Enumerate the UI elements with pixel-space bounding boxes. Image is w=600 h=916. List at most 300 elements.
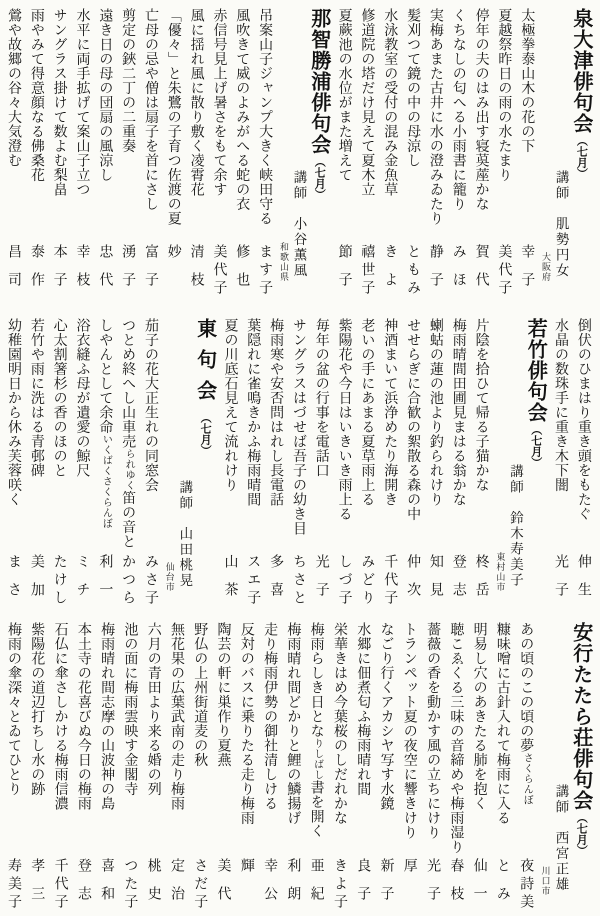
- author-name: 節子: [336, 244, 353, 300]
- author-name-box: [497, 244, 511, 300]
- section-title-column: [307, 8, 333, 300]
- lecturer-name: 山田桃晃: [176, 526, 193, 588]
- haiku-text: [77, 622, 91, 811]
- haiku-column: [3, 622, 25, 914]
- author-name-box: [170, 858, 184, 914]
- haiku-column: [402, 8, 424, 300]
- author-name-box: [212, 244, 226, 300]
- haiku-text: [258, 8, 272, 226]
- author-name-box: [406, 244, 420, 300]
- haiku-text-segment: 反対のバスに乗りたる走り梅雨: [238, 622, 255, 825]
- author-name-box: [429, 554, 443, 610]
- author-name-box: [292, 554, 306, 610]
- author-name-box: [98, 244, 112, 300]
- lecturer-column: [551, 8, 569, 300]
- haiku-text-segment: 本土寺の花喜びぬ今日の梅雨: [75, 622, 92, 811]
- haiku-text: [100, 622, 114, 811]
- author-name-box: [98, 554, 112, 610]
- haiku-column: [163, 8, 185, 300]
- author-name-box: [240, 858, 254, 914]
- author-name: 光子: [553, 554, 570, 610]
- author-name-box: [30, 244, 44, 300]
- author-name-box: [167, 244, 181, 300]
- author-name-box: [473, 858, 487, 914]
- haiku-text-segment: 太極拳泰山木の花の下: [519, 8, 536, 153]
- band-3: [3, 622, 595, 914]
- haiku-text: [30, 318, 44, 478]
- author-name: 夜詩美: [518, 858, 535, 912]
- haiku-text-segment: 遠き日の母の団扇の風涼し: [97, 8, 114, 182]
- author-name: 寿美子: [6, 858, 22, 912]
- haiku-column: [422, 622, 444, 914]
- haiku-text: [519, 622, 533, 805]
- haiku-column: [94, 8, 116, 300]
- author-name-box: [223, 554, 237, 610]
- location-column: [277, 8, 288, 300]
- author-name-box: [75, 244, 89, 300]
- section-title: 東句会: [193, 318, 218, 411]
- haiku-text: [212, 8, 226, 197]
- haiku-column: [399, 622, 421, 914]
- lecturer-column: [551, 622, 569, 914]
- lecturer-role: 講師: [176, 479, 193, 511]
- haiku-column: [140, 8, 162, 300]
- author-name: 知見: [427, 554, 444, 610]
- author-name-box: [53, 554, 67, 610]
- haiku-text: [403, 622, 417, 840]
- lecturer-role: 講師: [552, 783, 569, 815]
- haiku-column: [189, 622, 211, 914]
- author-name-box: [429, 244, 443, 300]
- haiku-text-segment: 赤信号見上げ暑さをもて余す: [211, 8, 228, 197]
- haiku-text-segment: 風に揺れ風に散り敷く凌霄花: [188, 8, 205, 197]
- haiku-text-segment: 聴こゑくる三味の音締めや梅雨湿り: [448, 622, 465, 854]
- haiku-text: [577, 318, 591, 521]
- haiku-column: [119, 622, 141, 914]
- haiku-text-segment: 六月の青田より来る婚の列: [145, 622, 162, 796]
- author-name: 富子: [142, 244, 159, 300]
- haiku-column: [329, 622, 351, 914]
- haiku-text-segment: 書を開く: [308, 780, 325, 838]
- haiku-column: [231, 8, 253, 300]
- haiku-text-segment: 梅雨晴間田圃見まはる翁かな: [450, 318, 467, 507]
- lecturer-line: [507, 464, 521, 588]
- haiku-text-segment: なごり行くアカシヤ写す水鏡: [378, 622, 395, 811]
- author-name: 仲次: [405, 554, 422, 610]
- haiku-column: [186, 8, 208, 300]
- haiku-text-segment: 茄子の花大正生れの同窓会: [142, 318, 159, 492]
- haiku-column: [166, 622, 188, 914]
- section-header: [289, 8, 333, 300]
- author-name-box: [30, 858, 44, 914]
- haiku-column: [242, 318, 264, 610]
- haiku-text: [554, 318, 568, 492]
- author-name: 千代子: [52, 858, 69, 912]
- haiku-text: [473, 622, 487, 811]
- haiku-text-segment: 走り梅雨伊勢の御社清しける: [262, 622, 279, 811]
- haiku-text: [520, 8, 534, 153]
- haiku-text-segment: 陶芸の軒に巣作り夏燕: [215, 622, 232, 767]
- haiku-column: [471, 318, 493, 610]
- section-header: [551, 8, 595, 300]
- haiku-text-segment: せせらぎに合歓の絮散る森の中: [405, 318, 422, 521]
- haiku-text: [383, 318, 397, 507]
- author-name: ミチ: [74, 554, 91, 610]
- haiku-column: [402, 318, 424, 610]
- haiku-text-segment: 池の面に梅雨雲映す金閣寺: [122, 622, 139, 796]
- haiku-column: [379, 8, 401, 300]
- haiku-column: [356, 318, 378, 610]
- haiku-column: [254, 8, 276, 300]
- author-name-box: [123, 858, 137, 914]
- author-name: 本子: [51, 244, 68, 300]
- haiku-text: [269, 318, 283, 507]
- haiku-text-segment: 夏蕨池の水位がまた増えて: [336, 8, 353, 182]
- haiku-column: [573, 318, 595, 610]
- author-name: ます子: [257, 244, 274, 298]
- lecturer-line: [177, 480, 191, 589]
- haiku-column: [515, 622, 537, 914]
- author-name: みさ子: [142, 554, 159, 608]
- author-name: 登志: [75, 858, 92, 914]
- author-name-box: [77, 858, 91, 914]
- haiku-text: [167, 8, 181, 226]
- haiku-text-segment: 紫陽花の道辺打ちし水の跡: [29, 622, 46, 796]
- haiku-text-segment: 修道院の塔だけ見えて夏木立: [359, 8, 376, 197]
- lecturer-role: 講師: [506, 464, 523, 495]
- haiku-text: [406, 8, 420, 168]
- haiku-column: [334, 8, 356, 300]
- author-name: 泰作: [28, 244, 45, 300]
- haiku-column: [117, 318, 139, 610]
- haiku-text: [380, 622, 394, 811]
- author-name: 利一: [97, 554, 114, 610]
- author-name-box: [475, 244, 489, 300]
- author-name: つた子: [122, 858, 139, 912]
- lecturer-gap: [553, 201, 567, 217]
- haiku-text: [315, 318, 329, 478]
- haiku-column: [73, 622, 95, 914]
- haiku-text-segment: 「優々」と朱鷺の子育つ佐渡の夏: [165, 8, 182, 226]
- haiku-text: [7, 318, 21, 507]
- haiku-text-segment: 糠味噌に古針入れて梅雨に入る: [494, 622, 511, 825]
- haiku-text-segment: 笛の音と: [120, 490, 137, 549]
- haiku-text: [356, 622, 370, 796]
- band-1: [3, 8, 595, 300]
- author-name: 湧子: [120, 244, 137, 300]
- haiku-column: [282, 622, 304, 914]
- haiku-column: [352, 622, 374, 914]
- author-name: 登志: [450, 554, 467, 610]
- haiku-text-segment: 雨やみて得意顔なる佛桑花: [28, 8, 45, 182]
- haiku-text: [452, 318, 466, 507]
- haiku-text: [53, 318, 67, 478]
- section-month: （七月）: [575, 135, 589, 179]
- author-name-box: [333, 858, 347, 914]
- haiku-column: [516, 8, 538, 300]
- author-name: 良子: [355, 858, 372, 914]
- author-name-box: [121, 554, 135, 610]
- author-name: 多喜: [268, 554, 285, 610]
- haiku-column: [334, 318, 356, 610]
- author-name-box: [426, 858, 440, 914]
- section-header: [551, 622, 595, 914]
- author-name: 光子: [313, 554, 330, 610]
- lecturer-name: 西宮正雄: [552, 830, 569, 892]
- haiku-text-segment: 明易し穴のあきたる肺を抱く: [471, 622, 488, 811]
- author-name-box: [519, 858, 533, 914]
- haiku-text-segment: 水晶の数珠手に重き木下闇: [553, 318, 570, 492]
- haiku-text-segment: サングラス掛けて数よむ梨畠: [51, 8, 68, 197]
- author-name: とみ: [494, 858, 511, 914]
- author-name: 美加: [28, 554, 45, 610]
- section-header: [505, 318, 549, 610]
- author-name: 厚: [401, 858, 418, 872]
- haiku-column: [550, 318, 572, 610]
- haiku-text: [338, 8, 352, 182]
- haiku-text-small-segment: りしばし: [311, 738, 323, 780]
- haiku-text: [360, 318, 374, 507]
- haiku-text: [429, 8, 443, 226]
- haiku-text: [217, 622, 231, 767]
- haiku-column: [213, 622, 235, 914]
- author-name-box: [356, 858, 370, 914]
- haiku-text: [75, 318, 89, 478]
- haiku-text-segment: 心太割箸杉の香のほのと: [51, 318, 68, 478]
- author-name: 幸公: [262, 858, 279, 914]
- haiku-column: [50, 622, 72, 914]
- haiku-column: [208, 8, 230, 300]
- haiku-text-segment: 水泳教室の受付の混み金魚草: [382, 8, 399, 197]
- author-name-box: [53, 244, 67, 300]
- author-name-box: [7, 858, 21, 914]
- author-name-box: [383, 554, 397, 610]
- author-name: 桃史: [145, 858, 162, 914]
- section-title: 泉大津俳句会: [569, 8, 594, 134]
- haiku-text-segment: 倒伏のひまはり重き頭をもたぐ: [575, 318, 592, 521]
- author-name-box: [246, 554, 260, 610]
- haiku-column: [448, 8, 470, 300]
- section-title-column: [523, 318, 549, 610]
- location-label: 川口市: [539, 866, 550, 896]
- author-name: 賀代: [473, 244, 490, 300]
- author-name-box: [496, 858, 510, 914]
- haiku-column: [3, 318, 25, 610]
- author-name: 亜紀: [308, 858, 325, 914]
- haiku-text-segment: 蝲蛄の蓮の池より釣られけり: [427, 318, 444, 507]
- haiku-column: [469, 622, 491, 914]
- section-title: 那智勝浦俳句会: [307, 8, 332, 155]
- haiku-text: [193, 622, 207, 767]
- band-2: [3, 318, 595, 610]
- haiku-text-segment: 亡母の忌や僧は扇子を首にさし: [142, 8, 159, 211]
- author-name: たけし: [51, 554, 68, 608]
- author-name: スエ子: [245, 554, 262, 608]
- section-title-column: [569, 8, 595, 300]
- haiku-column: [306, 622, 328, 914]
- haiku-text: [98, 318, 112, 529]
- author-name-box: [54, 858, 68, 914]
- haiku-column: [445, 622, 467, 914]
- section-title: 若竹俳句会: [524, 318, 549, 423]
- author-name: 千代子: [382, 554, 399, 608]
- haiku-text-segment: 夏越祭昨日の雨の水たまり: [496, 8, 513, 182]
- author-name-box: [121, 244, 135, 300]
- haiku-text: [475, 8, 489, 211]
- author-name-box: [380, 858, 394, 914]
- author-name: 美代子: [211, 244, 228, 298]
- author-name: 仙一: [471, 858, 488, 914]
- haiku-text-segment: 梅雨寒や安否問はれし長電話: [268, 318, 285, 507]
- haiku-text: [475, 318, 489, 492]
- author-name: 静子: [427, 244, 444, 300]
- haiku-text: [7, 8, 21, 168]
- haiku-text-small-segment: られゆく: [123, 448, 135, 491]
- haiku-column: [71, 318, 93, 610]
- author-name-box: [360, 244, 374, 300]
- haiku-column: [236, 622, 258, 914]
- haiku-text: [123, 622, 137, 796]
- haiku-column: [49, 318, 71, 610]
- haiku-column: [379, 318, 401, 610]
- haiku-text-segment: 無花果の広葉武南の走り梅雨: [168, 622, 185, 811]
- section-month: （七月）: [199, 412, 213, 456]
- author-name: きよ: [382, 244, 399, 300]
- haiku-text-segment: 梅雨晴れ間どかりと鯉の鱗揚げ: [285, 622, 302, 825]
- author-name: 幸枝: [74, 244, 91, 300]
- haiku-text: [263, 622, 277, 811]
- author-name: 新子: [378, 858, 395, 914]
- haiku-text: [449, 622, 463, 854]
- haiku-text-segment: 梅雨の傘深々とゐてひとり: [6, 622, 22, 796]
- haiku-text-segment: 実梅あまた古井に水の澄みゐたり: [427, 8, 444, 226]
- haiku-text-segment: 水平に両手拡げて案山子立つ: [74, 8, 91, 197]
- location-column: [493, 318, 504, 610]
- haiku-text: [497, 8, 511, 182]
- author-name: 妙: [165, 244, 182, 258]
- haiku-column: [94, 318, 116, 610]
- lecturer-gap: [291, 201, 305, 217]
- haiku-text-segment: 水郷に佃煮匂ふ梅雨晴れ間: [355, 622, 372, 796]
- haiku-column: [448, 318, 470, 610]
- haiku-text-segment: 若竹や雨に洗はる青邨碑: [28, 318, 45, 478]
- author-name-box: [144, 554, 158, 610]
- location-column: [538, 622, 549, 914]
- haiku-text: [53, 8, 67, 197]
- author-name: 喜和: [99, 858, 116, 914]
- haiku-column: [492, 622, 514, 914]
- author-name-box: [449, 858, 463, 914]
- haiku-column: [96, 622, 118, 914]
- author-name-box: [100, 858, 114, 914]
- author-name-box: [338, 554, 352, 610]
- author-name-box: [147, 858, 161, 914]
- author-name: 光子: [425, 858, 442, 914]
- author-name: 清枝: [188, 244, 205, 300]
- haiku-text-segment: 葉隠れに雀鳴きかふ梅雨晴間: [245, 318, 262, 507]
- author-name: まさ: [6, 554, 22, 610]
- haiku-text-segment: 梅雨らしき日とな: [308, 622, 325, 738]
- author-name-box: [144, 244, 158, 300]
- section-month: （七月）: [313, 156, 327, 200]
- haiku-text-segment: 剪定の鋏二丁の二重奏: [120, 8, 137, 153]
- haiku-text: [333, 622, 347, 825]
- author-name: ともみ: [405, 244, 422, 298]
- haiku-text: [30, 622, 44, 796]
- author-name: 禧世子: [359, 244, 376, 298]
- lecturer-line: [553, 170, 567, 279]
- haiku-text-segment: 神酒まいて浜浄めたり海開き: [382, 318, 399, 507]
- haiku-column: [143, 622, 165, 914]
- author-name: みどり: [359, 554, 376, 608]
- haiku-text: [383, 8, 397, 197]
- haiku-text-segment: 吊案山子ジャンプ大きく峡田守る: [257, 8, 274, 226]
- author-name: 定治: [168, 858, 185, 914]
- haiku-text: [235, 8, 249, 211]
- haiku-column: [26, 622, 48, 914]
- haiku-column: [356, 8, 378, 300]
- haiku-column: [140, 318, 162, 610]
- haiku-column: [71, 8, 93, 300]
- haiku-text-segment: 石仏に傘さしかける梅雨信濃: [52, 622, 69, 811]
- lecturer-role: 講師: [552, 169, 569, 201]
- author-name: 孝三: [29, 858, 46, 914]
- author-name-box: [554, 554, 568, 610]
- haiku-text: [406, 318, 420, 521]
- haiku-column: [265, 318, 287, 610]
- author-name: 柊岳: [473, 554, 490, 610]
- haiku-text: [496, 622, 510, 825]
- haiku-text: [7, 622, 21, 796]
- author-name-box: [7, 554, 21, 610]
- haiku-text: [338, 318, 352, 521]
- haiku-text-segment: 幼稚園明日から休み芙蓉咲く: [6, 318, 22, 507]
- lecturer-line: [553, 784, 567, 893]
- haiku-text-small-segment: さくらんぼ: [521, 752, 533, 805]
- author-name-box: [360, 554, 374, 610]
- lecturer-column: [505, 318, 523, 610]
- section-month: （七月）: [575, 812, 589, 856]
- author-name: ちさと: [290, 554, 307, 608]
- location-label: 仙台市: [163, 562, 174, 592]
- haiku-text-segment: 片陰を拾ひて帰る子猫かな: [473, 318, 490, 492]
- author-name-box: [235, 244, 249, 300]
- author-name-box: [258, 244, 272, 300]
- haiku-column: [219, 318, 241, 610]
- author-name-box: [383, 244, 397, 300]
- haiku-text: [240, 622, 254, 825]
- section-title: 安行たたら荘俳句会: [569, 622, 594, 811]
- lecturer-column: [289, 8, 307, 300]
- haiku-text: [75, 8, 89, 197]
- author-name-box: [315, 554, 329, 610]
- haiku-column: [26, 8, 48, 300]
- haiku-column: [425, 318, 447, 610]
- lecturer-name: 小谷薫風: [290, 216, 307, 278]
- haiku-column: [425, 8, 447, 300]
- author-name: みほ: [450, 244, 467, 300]
- haiku-text-segment: くちなしの匂へる小雨書に籠り: [450, 8, 467, 211]
- haiku-text: [30, 8, 44, 182]
- haiku-column: [49, 8, 71, 300]
- author-name-box: [286, 858, 300, 914]
- haiku-text-segment: 栄華きはめ今葉桜のしだれかな: [331, 622, 348, 825]
- haiku-text-segment: あの頃のこの頃の夢: [518, 622, 535, 753]
- haiku-text-segment: 髪刈つて鏡の中の母涼し: [405, 8, 422, 168]
- lecturer-line: [291, 170, 305, 279]
- author-name: 春枝: [448, 858, 465, 914]
- author-name: 伸生: [575, 554, 592, 610]
